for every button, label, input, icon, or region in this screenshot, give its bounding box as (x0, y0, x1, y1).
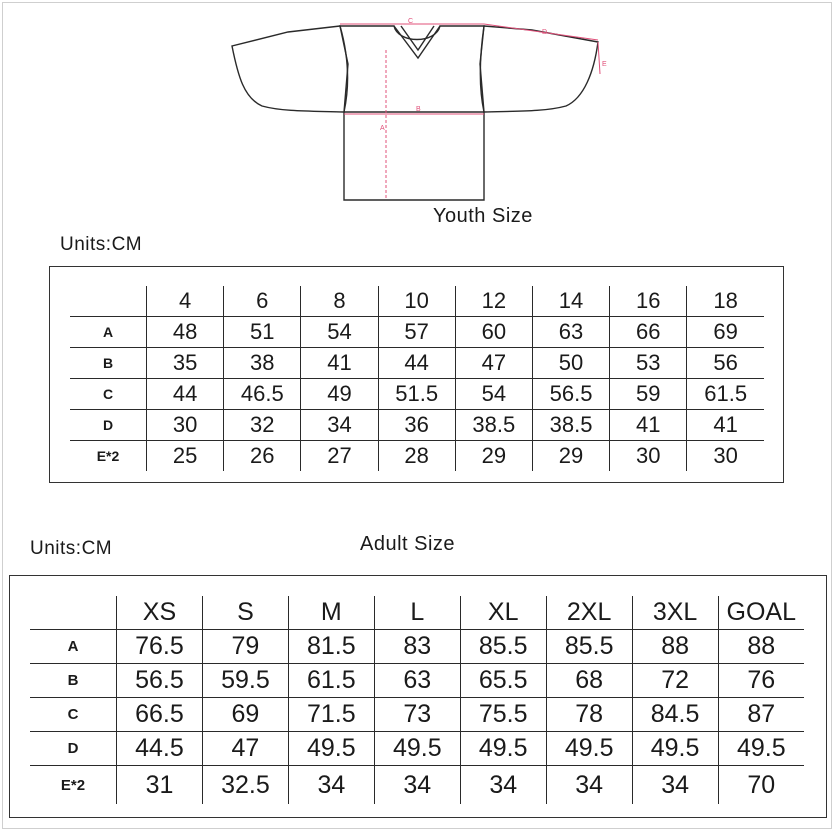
label-c: C (408, 18, 414, 25)
size-header: 16 (610, 286, 687, 317)
table-cell: 49.5 (374, 732, 460, 766)
table-cell: 88 (718, 630, 804, 664)
size-header: 18 (687, 286, 764, 317)
table-cell: 83 (374, 630, 460, 664)
table-cell: 49.5 (288, 732, 374, 766)
table-cell: 79 (202, 630, 288, 664)
table-cell: 38.5 (532, 410, 609, 441)
table-row (30, 766, 804, 805)
table-cell: 38 (224, 348, 301, 379)
table-header-row (30, 596, 804, 630)
table-cell: 35 (147, 348, 224, 379)
table-cell: 57 (378, 317, 455, 348)
table-cell: 30 (687, 441, 764, 472)
table-cell: 75.5 (460, 698, 546, 732)
table-cell: 84.5 (632, 698, 718, 732)
table-cell: 49.5 (718, 732, 804, 766)
table-cell: 60 (455, 317, 532, 348)
row-label: B (70, 348, 147, 379)
table-row (30, 630, 804, 664)
table-cell: 70 (718, 766, 804, 805)
table-cell: 61.5 (288, 664, 374, 698)
table-cell: 31 (117, 766, 203, 805)
table-cell: 44.5 (117, 732, 203, 766)
table-cell: 69 (202, 698, 288, 732)
table-cell: 32 (224, 410, 301, 441)
table-row (70, 441, 764, 472)
label-b: B (416, 106, 421, 113)
table-cell: 56.5 (117, 664, 203, 698)
row-label: A (30, 630, 117, 664)
table-cell: 28 (378, 441, 455, 472)
table-row (30, 698, 804, 732)
table-cell: 72 (632, 664, 718, 698)
table-cell: 56 (687, 348, 764, 379)
adult-units-label: Units:CM (30, 538, 113, 559)
row-label: D (30, 732, 117, 766)
row-label: C (30, 698, 117, 732)
left-sleeve (232, 26, 348, 112)
row-label: A (70, 317, 147, 348)
table-cell: 61.5 (687, 379, 764, 410)
header-corner (30, 596, 117, 630)
header-corner (70, 286, 147, 317)
table-cell: 87 (718, 698, 804, 732)
table-cell: 53 (610, 348, 687, 379)
table-cell: 25 (147, 441, 224, 472)
size-header: 2XL (546, 596, 632, 630)
table-cell: 44 (378, 348, 455, 379)
table-cell: 56.5 (532, 379, 609, 410)
table-cell: 66 (610, 317, 687, 348)
row-label: E*2 (60, 776, 86, 794)
table-cell: 27 (301, 441, 378, 472)
row-label: E*2 (96, 448, 120, 464)
table-cell: 65.5 (460, 664, 546, 698)
size-header: L (374, 596, 460, 630)
row-label: B (30, 664, 117, 698)
table-cell: 46.5 (224, 379, 301, 410)
table-cell: 69 (687, 317, 764, 348)
table-row (70, 379, 764, 410)
size-header: 12 (455, 286, 532, 317)
size-header: XS (117, 596, 203, 630)
table-cell: 73 (374, 698, 460, 732)
table-cell: 68 (546, 664, 632, 698)
table-row (30, 664, 804, 698)
table-cell: 26 (224, 441, 301, 472)
table-cell: 34 (460, 766, 546, 805)
adult-size-title: Adult Size (360, 533, 456, 555)
row-label: D (70, 410, 147, 441)
table-row (70, 410, 764, 441)
table-cell: 34 (301, 410, 378, 441)
table-cell: 85.5 (546, 630, 632, 664)
label-d: D (542, 29, 548, 36)
table-cell: 49.5 (546, 732, 632, 766)
table-cell: 85.5 (460, 630, 546, 664)
table-cell: 44 (147, 379, 224, 410)
size-header: 3XL (632, 596, 718, 630)
table-cell: 29 (532, 441, 609, 472)
table-header-row (70, 286, 764, 317)
table-cell: 81.5 (288, 630, 374, 664)
table-cell: 88 (632, 630, 718, 664)
table-cell: 34 (288, 766, 374, 805)
size-header: 4 (147, 286, 224, 317)
table-cell: 29 (455, 441, 532, 472)
table-cell: 54 (455, 379, 532, 410)
table-cell: 41 (687, 410, 764, 441)
youth-units-label: Units:CM (60, 234, 143, 255)
table-cell: 30 (610, 441, 687, 472)
size-header: 8 (301, 286, 378, 317)
table-cell: 59.5 (202, 664, 288, 698)
table-cell: 63 (532, 317, 609, 348)
size-header: GOAL (718, 596, 804, 630)
table-cell: 76.5 (117, 630, 203, 664)
table-cell: 71.5 (288, 698, 374, 732)
table-cell: 34 (632, 766, 718, 805)
table-cell: 78 (546, 698, 632, 732)
table-cell: 51.5 (378, 379, 455, 410)
table-row (70, 348, 764, 379)
table-cell: 34 (374, 766, 460, 805)
table-cell: 47 (455, 348, 532, 379)
table-cell: 34 (546, 766, 632, 805)
table-cell: 50 (532, 348, 609, 379)
jersey-diagram (222, 14, 612, 210)
table-cell: 54 (301, 317, 378, 348)
table-cell: 36 (378, 410, 455, 441)
table-cell: 41 (610, 410, 687, 441)
table-cell: 32.5 (202, 766, 288, 805)
row-label: C (70, 379, 147, 410)
youth-size-table (70, 286, 764, 471)
adult-size-table (30, 596, 804, 804)
table-row (70, 317, 764, 348)
youth-size-title: Youth Size (433, 205, 533, 227)
table-cell: 49.5 (632, 732, 718, 766)
right-sleeve (480, 26, 598, 112)
table-cell: 41 (301, 348, 378, 379)
label-e: E (602, 61, 607, 68)
collar (394, 26, 440, 58)
size-header: S (202, 596, 288, 630)
table-row (30, 732, 804, 766)
table-cell: 63 (374, 664, 460, 698)
table-cell: 59 (610, 379, 687, 410)
table-cell: 49.5 (460, 732, 546, 766)
table-cell: 38.5 (455, 410, 532, 441)
table-cell: 30 (147, 410, 224, 441)
size-header: 14 (532, 286, 609, 317)
size-header: XL (460, 596, 546, 630)
table-cell: 66.5 (117, 698, 203, 732)
label-a: A (380, 125, 385, 132)
table-cell: 51 (224, 317, 301, 348)
table-cell: 47 (202, 732, 288, 766)
size-header: M (288, 596, 374, 630)
jersey-body (340, 26, 484, 200)
table-cell: 76 (718, 664, 804, 698)
size-header: 10 (378, 286, 455, 317)
table-cell: 49 (301, 379, 378, 410)
table-cell: 48 (147, 317, 224, 348)
size-header: 6 (224, 286, 301, 317)
